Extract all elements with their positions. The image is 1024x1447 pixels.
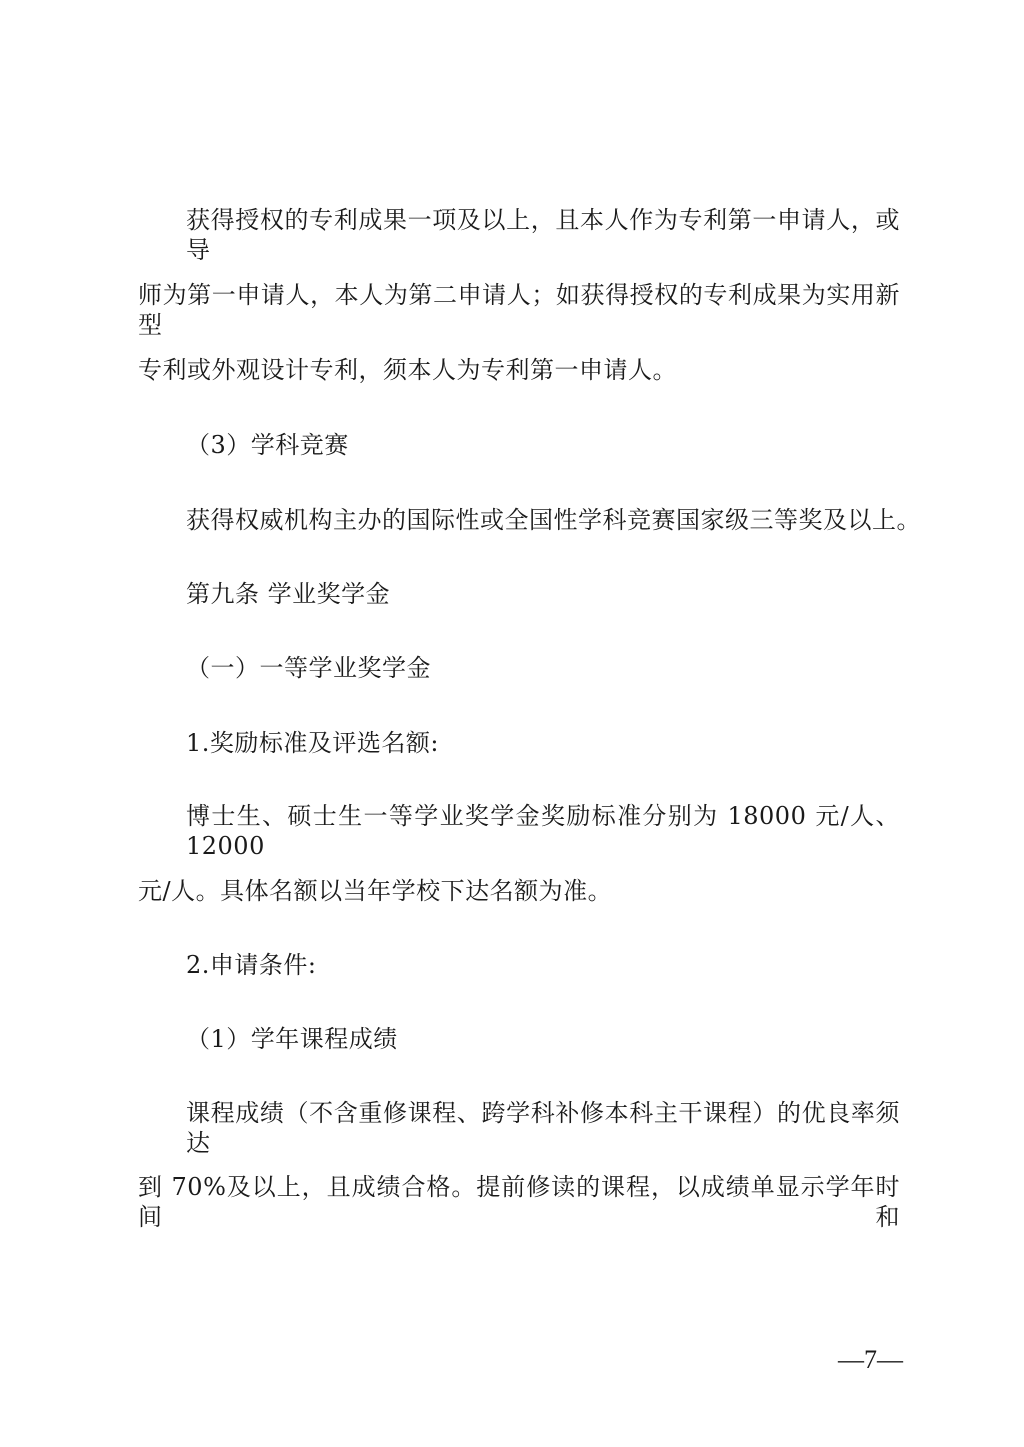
paragraph-line: 课程成绩（不含重修课程、跨学科补修本科主干课程）的优良率须达 [186, 1099, 900, 1157]
section-heading: （一）一等学业奖学金 [186, 654, 431, 682]
article-heading: 第九条 学业奖学金 [186, 580, 391, 608]
paragraph-line: 到 70%及以上，且成绩合格。提前修读的课程，以成绩单显示学年时间和 [138, 1173, 900, 1231]
paragraph-line: 专利或外观设计专利，须本人为专利第一申请人。 [138, 356, 677, 384]
page-number: —7— [838, 1345, 903, 1374]
paragraph-line: 师为第一申请人，本人为第二申请人；如获得授权的专利成果为实用新型 [138, 281, 900, 339]
paragraph-line: 元/人。具体名额以当年学校下达名额为准。 [138, 877, 613, 905]
subsection-heading: 1.奖励标准及评选名额: [186, 729, 439, 757]
section-heading: （3）学科竞赛 [186, 431, 349, 459]
paragraph-line: 获得权威机构主办的国际性或全国性学科竞赛国家级三等奖及以上。 [186, 506, 921, 534]
paragraph-line: 获得授权的专利成果一项及以上，且本人作为专利第一申请人，或导 [186, 206, 900, 264]
section-heading: （1）学年课程成绩 [186, 1025, 398, 1053]
subsection-heading: 2.申请条件: [186, 951, 317, 979]
paragraph-line: 博士生、硕士生一等学业奖学金奖励标准分别为 18000 元/人、12000 [186, 802, 900, 860]
